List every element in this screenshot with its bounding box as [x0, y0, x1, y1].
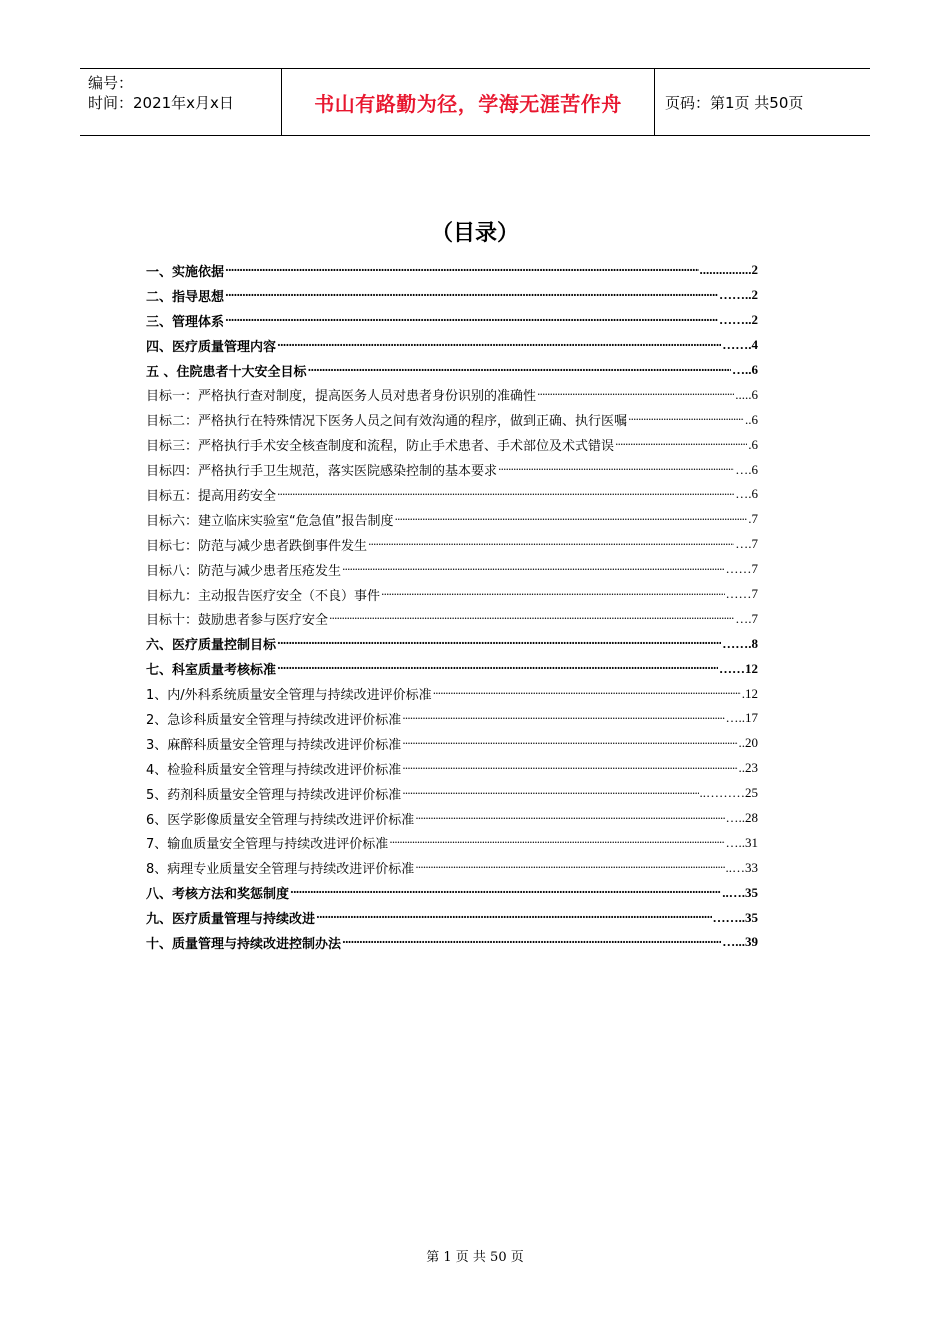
toc-entry-label: 一、实施依据: [146, 264, 225, 280]
toc-entry-page: …….8: [722, 635, 758, 651]
toc-entry[interactable]: [146, 308, 758, 333]
toc-leader-dots: [225, 289, 718, 302]
toc-entry[interactable]: [146, 532, 758, 557]
toc-entry[interactable]: [146, 432, 758, 457]
toc-entry-label: 7、输血质量安全管理与持续改进评价标准: [146, 837, 389, 853]
toc-entry-label: 目标八：防范与减少患者压疮发生: [146, 563, 342, 579]
toc-entry-page: …...39: [722, 934, 758, 950]
toc-entry-label: 目标一：严格执行查对制度，提高医务人员对患者身份识别的准确性: [146, 389, 537, 405]
toc-entry-page: ..….35: [722, 884, 758, 900]
toc-entry-label: 6、医学影像质量安全管理与持续改进评价标准: [146, 812, 415, 828]
toc-leader-dots: [498, 463, 734, 476]
toc-entry[interactable]: [146, 482, 758, 507]
toc-entry[interactable]: [146, 756, 758, 781]
toc-entry-label: 二、指导思想: [146, 289, 225, 305]
toc-entry[interactable]: [146, 283, 758, 308]
toc-entry-page: .7: [748, 511, 758, 527]
toc-leader-dots: [394, 513, 747, 526]
toc-entry-page: …..28: [725, 810, 758, 826]
date-label: 时间：2021年x月x日: [88, 94, 234, 112]
toc-leader-dots: [402, 712, 724, 725]
toc-entry[interactable]: [146, 905, 758, 930]
toc-entry-page: ……..2: [719, 312, 758, 328]
toc-entry-label: 四、医疗质量管理内容: [146, 339, 277, 355]
toc-entry-page: ……7: [725, 561, 758, 577]
toc-leader-dots: [615, 438, 747, 451]
table-of-contents: [146, 258, 758, 955]
toc-leader-dots: [342, 936, 721, 949]
toc-entry[interactable]: [146, 606, 758, 631]
toc-entry-page: .6: [748, 436, 758, 452]
toc-leader-dots: [415, 812, 724, 825]
toc-entry-page: .....6: [735, 386, 758, 402]
toc-entry[interactable]: [146, 880, 758, 905]
toc-entry-page: ….6: [735, 461, 758, 477]
toc-entry-page: …..31: [725, 834, 758, 850]
toc-entry[interactable]: [146, 407, 758, 432]
code-label: 编号：: [88, 74, 134, 92]
toc-title: （目录）: [430, 221, 519, 246]
toc-entry[interactable]: [146, 358, 758, 383]
toc-leader-dots: [277, 339, 721, 352]
toc-leader-dots: [402, 737, 737, 750]
toc-leader-dots: [389, 836, 724, 849]
toc-entry-page: ................2: [699, 262, 758, 278]
toc-leader-dots: [308, 364, 731, 377]
toc-entry-label: 八、考核方法和奖惩制度: [146, 887, 290, 903]
toc-entry[interactable]: [146, 457, 758, 482]
toc-leader-dots: [342, 563, 724, 576]
toc-entry[interactable]: [146, 258, 758, 283]
toc-leader-dots: [277, 662, 718, 675]
toc-entry-label: 目标十：鼓励患者参与医疗安全: [146, 613, 329, 629]
toc-entry[interactable]: [146, 830, 758, 855]
toc-entry-page: ……7: [725, 586, 758, 602]
toc-entry[interactable]: [146, 930, 758, 955]
toc-entry-page: ..…33: [725, 859, 758, 875]
toc-entry-page: ……12: [719, 660, 758, 676]
toc-entry[interactable]: [146, 656, 758, 681]
toc-entry-page: ……..35: [712, 909, 758, 925]
toc-entry-label: 六、医疗质量控制目标: [146, 638, 277, 654]
header-meta: [80, 69, 282, 135]
toc-entry-label: 目标二：严格执行在特殊情况下医务人员之间有效沟通的程序，做到正确、执行医嘱: [146, 414, 628, 430]
toc-entry-page: ..………25: [699, 785, 758, 801]
toc-entry[interactable]: [146, 706, 758, 731]
toc-entry-label: 五 、住院患者十大安全目标: [146, 364, 307, 380]
toc-leader-dots: [381, 588, 724, 601]
toc-entry-label: 2、急诊科质量安全管理与持续改进评价标准: [146, 712, 402, 728]
toc-entry-label: 目标六：建立临床实验室“危急值”报告制度: [146, 513, 394, 529]
toc-entry[interactable]: [146, 382, 758, 407]
toc-entry-page: ….6: [735, 486, 758, 502]
toc-entry-label: 九、医疗质量管理与持续改进: [146, 912, 316, 928]
toc-entry-label: 3、麻醉科质量安全管理与持续改进评价标准: [146, 737, 402, 753]
toc-entry-page: …..6: [732, 362, 758, 377]
toc-entry[interactable]: [146, 333, 758, 358]
toc-entry-label: 5、药剂科质量安全管理与持续改进评价标准: [146, 787, 402, 803]
toc-leader-dots: [329, 612, 734, 625]
toc-entry-label: 4、检验科质量安全管理与持续改进评价标准: [146, 762, 402, 778]
toc-leader-dots: [415, 861, 724, 874]
toc-leader-dots: [316, 911, 711, 924]
toc-leader-dots: [402, 762, 737, 775]
toc-entry-page: ..20: [738, 735, 758, 751]
toc-leader-dots: [368, 538, 734, 551]
toc-leader-dots: [537, 388, 734, 401]
toc-entry[interactable]: [146, 681, 758, 706]
toc-entry-page: ….7: [735, 610, 758, 626]
toc-leader-dots: [433, 687, 741, 700]
toc-entry[interactable]: [146, 855, 758, 880]
toc-entry-label: 目标三：严格执行手术安全核查制度和流程，防止手术患者、手术部位及术式错误: [146, 439, 615, 455]
toc-entry[interactable]: [146, 582, 758, 607]
toc-entry-page: ……..2: [719, 287, 758, 303]
toc-entry-page: .12: [741, 685, 758, 701]
toc-entry[interactable]: [146, 731, 758, 756]
toc-entry-label: 目标七：防范与减少患者跌倒事件发生: [146, 538, 368, 554]
toc-entry[interactable]: [146, 781, 758, 806]
toc-leader-dots: [277, 637, 721, 650]
page-header: [80, 68, 870, 136]
toc-entry-page: …..17: [725, 710, 758, 726]
toc-entry-label: 目标五：提高用药安全: [146, 488, 277, 504]
toc-entry-label: 七、科室质量考核标准: [146, 663, 277, 679]
page-footer: 第 1 页 共 50 页: [426, 1250, 524, 1265]
toc-leader-dots: [277, 488, 734, 501]
toc-entry[interactable]: [146, 507, 758, 532]
toc-leader-dots: [225, 314, 718, 327]
toc-entry-page: ….7: [735, 536, 758, 552]
toc-leader-dots: [290, 886, 721, 899]
toc-entry-page: ..6: [745, 411, 758, 427]
toc-entry-label: 十、质量管理与持续改进控制办法: [146, 936, 342, 952]
toc-entry[interactable]: [146, 806, 758, 831]
toc-entry[interactable]: [146, 557, 758, 582]
toc-entry-label: 目标四：严格执行手卫生规范，落实医院感染控制的基本要求: [146, 464, 498, 480]
toc-leader-dots: [628, 413, 744, 426]
toc-entry-page: …….4: [722, 337, 758, 353]
toc-leader-dots: [402, 787, 698, 800]
header-motto: 书山有路勤为径，学海无涯苦作舟: [282, 69, 655, 135]
toc-entry-label: 三、管理体系: [146, 314, 225, 330]
toc-leader-dots: [225, 264, 698, 277]
header-page-info: 页码：第1页 共50页: [665, 93, 804, 112]
toc-entry-label: 8、病理专业质量安全管理与持续改进评价标准: [146, 862, 415, 878]
toc-entry-page: ..23: [738, 760, 758, 776]
toc-entry-label: 1、内/外科系统质量安全管理与持续改进评价标准: [146, 688, 432, 704]
toc-entry[interactable]: [146, 631, 758, 656]
toc-entry-label: 目标九：主动报告医疗安全（不良）事件: [146, 588, 381, 604]
